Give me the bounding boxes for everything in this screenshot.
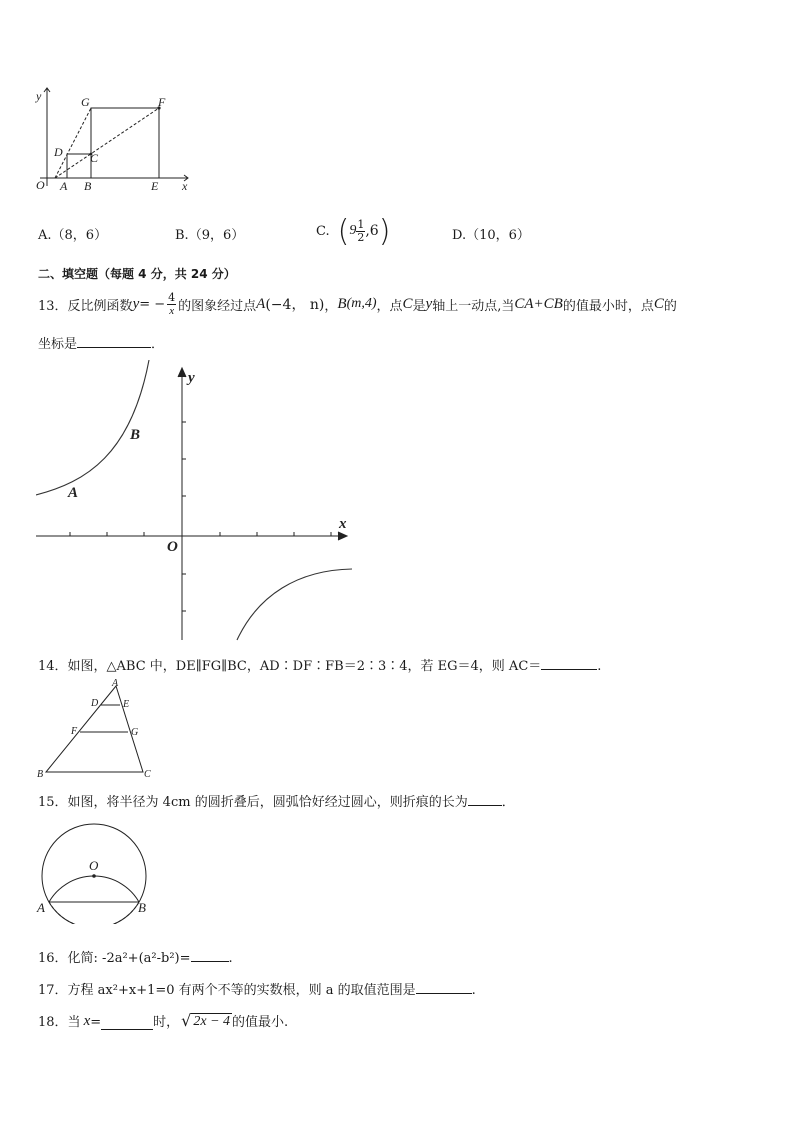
- right-paren: ): [378, 213, 391, 249]
- question-18: [38, 1011, 288, 1030]
- q13-number: 13．: [38, 298, 68, 314]
- sqrt-sign: √: [181, 1011, 192, 1030]
- option-b-letter: B.: [175, 228, 189, 243]
- hyperbola-branch-right: [237, 569, 352, 640]
- label-a: A: [68, 485, 79, 501]
- question-15: [38, 791, 515, 810]
- q13-func-eq: = −: [139, 296, 166, 312]
- q13-text-3: ，点: [376, 298, 403, 314]
- x-axis-arrow: [338, 532, 347, 540]
- option-a-letter: A.: [38, 228, 52, 243]
- q13-point-a-coord: (−4， n): [265, 297, 325, 313]
- dashed-line-og: [55, 108, 91, 178]
- label-c: C: [144, 769, 151, 780]
- label-f: F: [71, 726, 78, 737]
- question-13-line1: [38, 284, 677, 324]
- q13-line2-text: 坐标是: [38, 337, 78, 352]
- q16-text: 化简: -2a²+(a²-b²)=: [67, 951, 191, 966]
- folded-arc: [49, 876, 139, 902]
- q18-text-3: 的值最小.: [232, 1015, 289, 1030]
- label-g: G: [81, 95, 90, 109]
- label-b: B: [130, 427, 141, 443]
- q13-func-fraction: [167, 292, 176, 317]
- q16-number: 16．: [38, 951, 68, 966]
- figure-q13: [36, 360, 358, 642]
- label-x: x: [182, 179, 188, 193]
- label-a: A: [60, 179, 68, 193]
- y-axis-arrow: [178, 368, 186, 377]
- option-d-text: （10，6）: [466, 228, 530, 243]
- q18-number: 18．: [38, 1015, 68, 1030]
- label-f: F: [158, 95, 166, 109]
- option-a: [38, 224, 107, 243]
- label-o: O: [36, 178, 45, 192]
- option-c: [316, 209, 390, 253]
- q18-answer-blank[interactable]: [101, 1017, 153, 1030]
- q15-answer-blank[interactable]: [468, 793, 502, 806]
- q13-text-6: 的值最小时，点: [562, 298, 654, 314]
- q13-axis-y: y: [425, 295, 433, 312]
- label-d: D: [91, 698, 99, 709]
- q17-text: 方程 ax²+x+1=0 有两个不等的实数根，则 a 的取值范围是: [67, 983, 416, 998]
- label-b: B: [84, 179, 92, 193]
- option-b-text: （9，6）: [188, 228, 245, 243]
- q13-point-a: A: [256, 295, 266, 312]
- q15-number: 15．: [38, 795, 68, 810]
- q13-sep: ，: [324, 298, 338, 314]
- square-befg: [91, 108, 159, 178]
- q18-variable: x: [83, 1013, 91, 1029]
- question-14: [38, 655, 601, 674]
- q13-point-b-coord: (m,4): [346, 296, 377, 311]
- option-c-whole: 9: [349, 223, 357, 238]
- q18-text-1: 当: [67, 1015, 81, 1030]
- q13-end: ．: [151, 337, 165, 352]
- option-b: [175, 224, 244, 243]
- option-c-tail: ,6: [365, 223, 379, 239]
- q13-answer-blank[interactable]: [77, 335, 151, 348]
- q13-point-c: C: [402, 295, 413, 312]
- center-point: [92, 874, 96, 878]
- q13-func-denominator: x: [169, 304, 175, 317]
- option-d-letter: D.: [452, 228, 467, 243]
- circle-o: [42, 824, 146, 924]
- q14-answer-blank[interactable]: [541, 657, 597, 670]
- q13-text-1: 反比例函数: [67, 298, 133, 314]
- label-o: O: [89, 858, 99, 873]
- y-ticks: [182, 422, 186, 611]
- label-b: B: [37, 769, 44, 780]
- q17-answer-blank[interactable]: [416, 981, 472, 994]
- q17-number: 17．: [38, 983, 68, 998]
- label-b: B: [138, 900, 146, 915]
- q14-text: 如图，△ABC 中，DE∥FG∥BC，AD∶DF∶FB＝2∶3∶4，若 EG＝4，则 AC＝: [67, 659, 542, 674]
- label-x: x: [339, 516, 347, 532]
- q14-number: 14．: [38, 659, 68, 674]
- label-y: y: [188, 370, 195, 386]
- q14-end: .: [597, 659, 602, 674]
- figure-q12: [30, 82, 200, 194]
- q18-radicand: 2x − 4: [193, 1014, 231, 1029]
- option-c-denominator: 2: [357, 230, 365, 244]
- label-a: A: [112, 678, 119, 689]
- q16-answer-blank[interactable]: [191, 949, 229, 962]
- question-13-line2: [38, 333, 164, 352]
- question-17: [38, 979, 476, 998]
- dashed-arc: [49, 902, 139, 924]
- option-d: [452, 224, 530, 243]
- q17-end: .: [471, 983, 476, 998]
- label-g: G: [131, 727, 139, 738]
- option-c-numerator: 1: [357, 217, 365, 231]
- question-16: [38, 947, 233, 966]
- q13-func-lhs: y: [132, 295, 140, 312]
- q13-func-numerator: 4: [168, 290, 176, 304]
- label-e: E: [123, 699, 130, 710]
- label-a: A: [37, 900, 45, 915]
- q13-expression: CA+CB: [514, 295, 563, 312]
- q16-end: .: [228, 951, 233, 966]
- q15-end: ．: [501, 795, 515, 810]
- label-o: O: [167, 539, 178, 555]
- option-c-fraction: [356, 219, 365, 244]
- q18-eq: =: [90, 1015, 102, 1030]
- section-heading: 二、填空题（每题 4 分，共 24 分）: [38, 267, 236, 281]
- label-y: y: [36, 89, 42, 103]
- dashed-line-of: [55, 108, 159, 178]
- q18-text-2: 时，: [153, 1015, 180, 1030]
- left-paren: (: [337, 213, 350, 249]
- square-abcd: [67, 154, 91, 178]
- option-a-text: （8，6）: [51, 228, 108, 243]
- q15-text: 如图，将半径为 4cm 的圆折叠后，圆弧恰好经过圆心，则折痕的长为: [67, 795, 468, 810]
- figure-q14: [34, 678, 164, 782]
- q13-text-2: 的图象经过点: [178, 298, 257, 314]
- q13-point-c-2: C: [653, 295, 664, 312]
- x-ticks: [70, 532, 331, 536]
- q13-text-7: 的: [663, 298, 677, 314]
- figure-q15: [34, 820, 164, 924]
- label-c: C: [90, 151, 99, 165]
- q13-text-5: 轴上一动点,当: [432, 298, 515, 314]
- label-e: E: [151, 179, 159, 193]
- option-c-letter: C.: [316, 223, 330, 239]
- q13-text-4: 是: [412, 298, 426, 314]
- q13-point-b: B: [337, 295, 347, 312]
- label-d: D: [54, 145, 63, 159]
